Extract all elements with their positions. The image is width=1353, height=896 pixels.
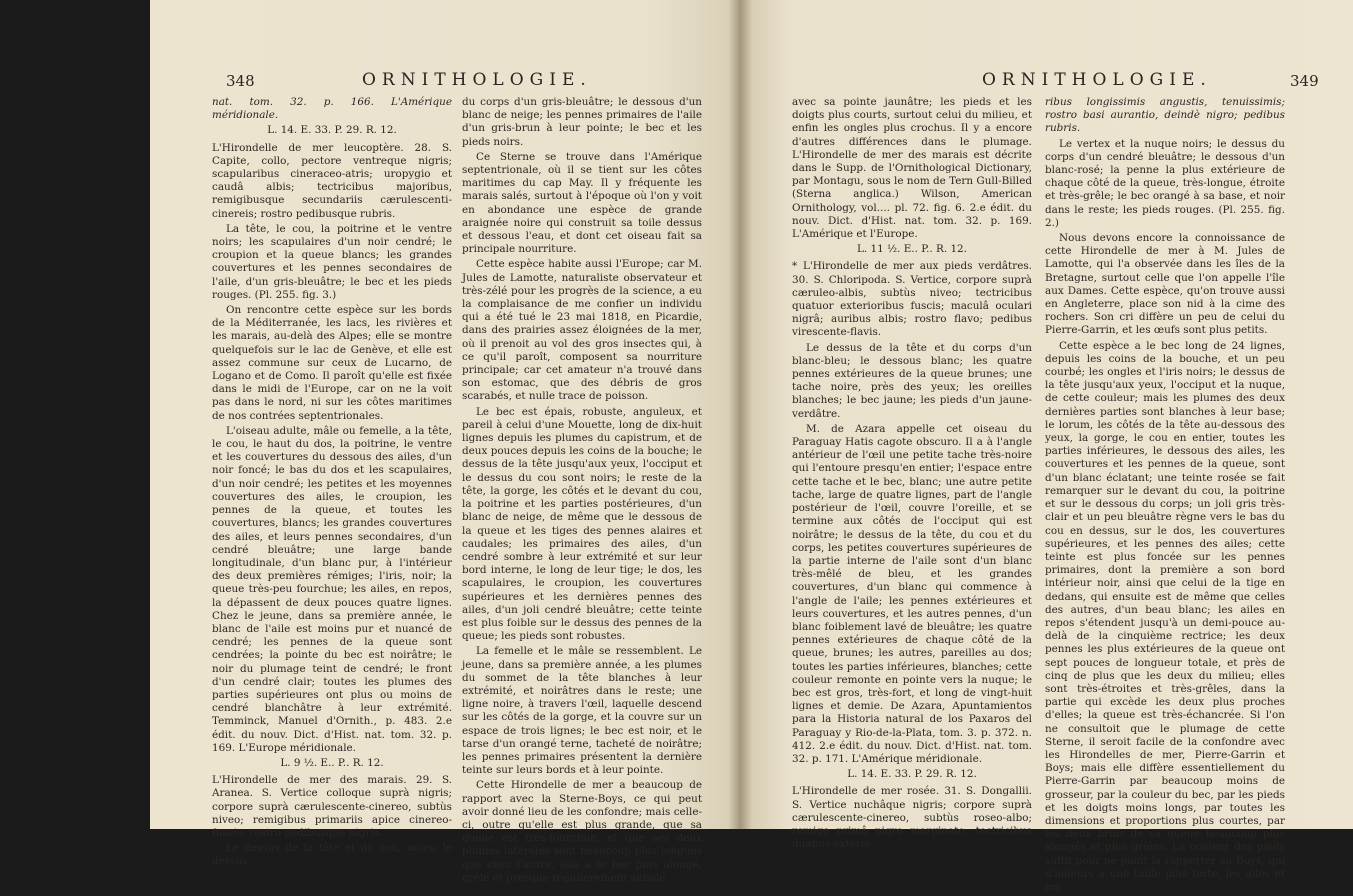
paragraph: nat. tom. 32. p. 166. L'Amérique méridionale. bbox=[212, 96, 452, 122]
paragraph: Le dessus de la tête et du cou, noirs; le dessus bbox=[212, 842, 452, 868]
paragraph: Cette espèce habite aussi l'Europe; car M. Jules de Lamotte, naturaliste observateur et très-zélé pour les progrès de la science, a eu la complaisance de me confier un individu qui a été tué le 23 mai 1818, en Picardie, dans des prairies assez éloignées de la mer, où il prenoit au vol des gros insectes qui, à ce qu'il paroît, composent sa nourriture principale; car cet amateur n'a trouvé dans son estomac, que des débris de gros scarabés, et nulle trace de poisson. bbox=[462, 258, 702, 403]
measurement-line: L. 9 ½. E.. P.. R. 12. bbox=[280, 756, 384, 769]
left-column-2 bbox=[462, 96, 702, 887]
paragraph: Le dessus de la tête et du corps d'un blanc-bleu; le dessous blanc; les quatre pennes extérieures de la queue brunes; une tache noire, près des yeux; les oreilles blanches; le bec jaune; les pieds d'un jaune-verdâtre. bbox=[792, 341, 1032, 420]
paragraph: Cette Hirondelle de mer a beaucoup de rapport avec la Sterne-Boys, ce qui peut avoir donné lieu de les confondre; mais celle-ci, outre qu'elle est plus grande, que sa queue est très-fourchue, et que ses deux plumes latérales sont beaucoup plus longues que chez l'autre, elle a le bec plus alongé, grêle et presque régulièrement subulé bbox=[462, 779, 702, 884]
species-heading: L'Hirondelle de mer rosée. 31. S. Dongallii. S. Vertice nuchâque nigris; corpore suprà cærulescente-cinereo, subtùs roseo-albo; remige primâ nigro marginato; tectricibus duabus exterio- bbox=[792, 785, 1032, 851]
paragraph: du corps d'un gris-bleuâtre; le dessous d'un blanc de neige; les pennes primaires de l'aile d'un gris-brun à leur pointe; le bec et les pieds noirs. bbox=[462, 96, 702, 148]
book-gutter bbox=[728, 0, 752, 829]
paragraph: M. de Azara appelle cet oiseau du Paraguay Hatis cagote obscuro. Il a à l'angle antérieur de l'œil une petite tache très-noire qui l'entoure presqu'en entier; l'espace entre cette tache et le bec, blanc; une autre petite tache, large de quatre lignes, part de l'angle postérieur de l'œil, couvre l'oreille, et se termine aux côtés de l'occiput qui est noirâtre; le dessus de la tête, du cou et du corps, les petites couvertures supérieures de la partie interne de l'aile sont d'un blanc très-mêlé de bleu, et les grandes couvertures, d'un blanc qui commence à l'angle de l'aile; les pennes extérieures et leurs couvertures, et les autres pennes, d'un blanc foiblement lavé de bleuâtre; les quatre pennes extérieures de chaque côté de la queue, brunes; les autres, pareilles au dos; toutes les parties inférieures, blanches; cette couleur remonte en pointe vers la nuque; le bec est gros, très-fort, et long de vingt-huit lignes et demie. De Azara, Apuntamientos para la Historia natural de los Paxaros del Paraguay y Rio-de-la-Plata, tom. 3. p. 372. n. 412. 2.e édit. du nouv. Dict. d'Hist. nat. tom. 32. p. 171. L'Amérique méridionale. bbox=[792, 422, 1032, 765]
paragraph: La tête, le cou, la poitrine et le ventre noirs; les scapulaires d'un noir cendré; le croupion et la queue blancs; les grandes couvertures et les pennes secondaires de l'aile, d'un gris-bleuâtre; le bec et les pieds rouges. (Pl. 255. fig. 3.) bbox=[212, 222, 452, 301]
paragraph: Le vertex et la nuque noirs; le dessus du corps d'un cendré bleuâtre; le dessous d'un blanc-rosé; la penne la plus extérieure de chaque côté de la queue, très-longue, étroite et très-grêle; le bec orangé à sa base, et noir dans le reste; les pieds rouges. (Pl. 255. fig. 2.) bbox=[1045, 137, 1285, 229]
book-spread bbox=[150, 0, 1353, 893]
paragraph: On rencontre cette espèce sur les bords de la Méditerranée, les lacs, les rivières et les marais, au-delà des Alpes; elle se montre quelquefois sur le lac de Genève, et elle est assez commune sur ceux de Lucarno, de Logano et de Como. Il paroît qu'elle est fixée dans le midi de l'Europe, car on ne la voit pas dans le nord, ni sur les côtes maritimes de nos contrées septentrionales. bbox=[212, 304, 452, 422]
paragraph: Le bec est épais, robuste, anguleux, et pareil à celui d'une Mouette, long de dix-huit lignes depuis les plumes du capistrum, et de deux pouces depuis les coins de la bouche; le dessus de la tête jusqu'aux yeux, l'occiput et le dessus du cou sont noirs; le reste de la tête, la gorge, les côtés et le devant du cou, la poitrine et les parties postérieures, d'un blanc de neige, de même que le dessous de la queue et les tiges des pennes alaires et caudales; les primaires des ailes, d'un cendré sombre à leur extrémité et sur leur bord interne, le long de leur tige; le dos, les scapulaires, le croupion, les couvertures supérieures et les dernières pennes des ailes, d'un joli cendré bleuâtre; cette teinte est plus foible sur le dessus des pennes de la queue; les pieds sont robustes. bbox=[462, 405, 702, 643]
measurement-line: L. 14. E. 33. P. 29. R. 12. bbox=[847, 768, 977, 781]
species-heading: * L'Hirondelle de mer aux pieds verdâtres. 30. S. Chloripoda. S. Vertice, corpore suprà cæruleo-albis, subtùs niveo; tectricibus quatuor exterioribus fuscis; maculâ oculari nigrâ; auribus albis; rostro flavo; pedibus virescente-flavis. bbox=[792, 260, 1032, 339]
left-column-1 bbox=[212, 96, 452, 871]
right-page bbox=[740, 0, 1353, 893]
left-page bbox=[150, 0, 740, 884]
paragraph: avec sa pointe jaunâtre; les pieds et les doigts plus courts, surtout celui du milieu, et enfin les ongles plus crochus. Il y a encore d'autres différences dans le plumage. L'Hirondelle de mer des marais est décrite dans le Supp. de l'Ornithological Dictionary, par Montagu, sous le nom de Tern Gull-Billed (Sterna anglica.) Wilson, American Ornithology, vol.... pl. 72. fig. 6. 2.e édit. du nouv. Dict. d'Hist. nat. tom. 32. p. 169. L'Amérique et l'Europe. bbox=[792, 96, 1032, 241]
paragraph: Nous devons encore la connoissance de cette Hirondelle de mer à M. Jules de Lamotte, qui l'a observée dans les îles de la Bretagne, surtout celle que l'on appelle l'île aux Dames. Cette espèce, qu'on trouve aussi en Angleterre, place son nid à la cime des rochers. Son cri diffère un peu de celui du Pierre-Garrin, et les œufs sont plus petits. bbox=[1045, 232, 1285, 337]
page-number-left: 348 bbox=[226, 72, 255, 90]
measurement-line: L. 14. E. 33. P. 29. R. 12. bbox=[267, 124, 397, 137]
right-column-2 bbox=[1045, 96, 1285, 896]
species-heading: L'Hirondelle de mer des marais. 29. S. Aranea. S. Vertice colloque suprà nigris; corpore suprà cærulescente-cinereo, subtùs niveo; remigibus primariis apice cinereo-fuscis; rostro pedibusque nigris. bbox=[212, 774, 452, 839]
running-header-left: ORNITHOLOGIE. bbox=[362, 70, 592, 90]
paragraph: L'oiseau adulte, mâle ou femelle, a la tête, le cou, le haut du dos, la poitrine, le ventre et les couvertures du dessous des ailes, d'un noir foncé; le bas du dos et les scapulaires, d'un noir cendré; les petites et les moyennes couvertures des ailes, le croupion, les pennes de la queue, et toutes les couvertures, blancs; les grandes couvertures des ailes, et leurs pennes secondaires, d'un cendré bleuâtre; une large bande longitudinale, d'un blanc pur, à l'intérieur des deux premières rémiges; l'iris, noir; la queue très-peu fourchue; les ailes, en repos, la dépassent de deux pouces quatre lignes. Chez le jeune, dans sa première année, le blanc de l'aile est moins pur et nuancé de cendré; les pennes de la queue sont cendrées; la pointe du bec est noirâtre; le noir du plumage teint de cendré; le front d'un cendré clair; toutes les plumes des parties supérieures ont plus ou moins de cendré blanchâtre à leur extrémité. Temminck, Manuel d'Ornith., p. 483. 2.e édit. du nouv. Dict. d'Hist. nat. tom. 32. p. 169. L'Europe méridionale. bbox=[212, 424, 452, 754]
page-number-right: 349 bbox=[1290, 72, 1319, 90]
right-column-1 bbox=[792, 96, 1032, 853]
running-header-right: ORNITHOLOGIE. bbox=[982, 70, 1212, 90]
paragraph: Cette espèce a le bec long de 24 lignes, depuis les coins de la bouche, et un peu courbé; les ongles et l'iris noirs; le dessus de la tête jusqu'aux yeux, l'occiput et la nuque, de cette couleur; mais les plumes des deux dernières parties sont blanches à leur base; le lorum, les côtés de la tête au-dessous des yeux, la gorge, le cou en entier, toutes les parties inférieures, le dessous des ailes, les couvertures et les pennes de la queue, sont d'un blanc éclatant; une teinte rosée se fait remarquer sur le devant du cou, la poitrine et sur le dessous du corps; un joli gris très-clair et un peu bleuâtre règne vers le bas du cou en dessus, sur le dos, les couvertures supérieures, et les pennes des ailes; cette teinte est plus foncée sur les pennes primaires, dont la première a son bord intérieur noir, ainsi que celui de la tige en dedans, qui ensuite est de même que celles des autres, d'un beau blanc; les ailes en repos s'étendent jusqu'à un demi-pouce au-delà de la cinquième rectrice; les deux pennes les plus extérieures de la queue ont sept pouces de longueur totale, et près de cinq de plus que les deux du milieu; elles sont très-étroites et très-grêles, dans la partie qui excède les deux plus proches d'elles; la queue est très-échancrée. Si l'on ne consultoit que le plumage de cette Sterne, il seroit facile de la confondre avec les Hirondelles de mer, Pierre-Garrin et Boys; mais elle diffère essentiellement du Pierre-Garrin par beaucoup moins de grosseur, par la couleur du bec, par les pieds et les doigts moins longs, par toutes les dimensions et proportions plus courtes, par les deux brins de sa queue beaucoup plus alongés et plus grêles. La couleur des pieds suffit pour ne point la rapporter au Boys, qui d'ailleurs a une taille plus forte, les ailes et les bbox=[1045, 339, 1285, 893]
paragraph: ribus longissimis angustis, tenuissimis; rostro basi aurantio, deindè nigro; pedibus rubris. bbox=[1045, 96, 1285, 135]
paragraph: La femelle et le mâle se ressemblent. Le jeune, dans sa première année, a les plumes du sommet de la tête blanches à leur extrémité, et noirâtres dans le reste; une ligne noire, à travers l'œil, laquelle descend sur les côtés de la gorge, et la couvre sur un espace de trois lignes; le bec est noir, et le tarse d'un orangé terne, tacheté de noirâtre; les pennes primaires présentent la dernière teinte sur leurs bords et à leur pointe. bbox=[462, 645, 702, 777]
paragraph: Ce Sterne se trouve dans l'Amérique septentrionale, où il se tient sur les côtes maritimes du cap May. Il y fréquente les marais salés, surtout à l'époque où l'on y voit en abondance une espèce de grande araignée noire qui construit sa toile dessus et dessous l'eau, et dont cet oiseau fait sa principale nourriture. bbox=[462, 150, 702, 256]
measurement-line: L. 11 ½. E.. P.. R. 12. bbox=[857, 243, 967, 256]
species-heading: L'Hirondelle de mer leucoptère. 28. S. Capite, collo, pectore ventreque nigris; scapularibus cineraceo-atris; uropygio et caudâ albis; tectricibus majoribus, remigibusque secundariis cærulescenti-cinereis; rostro pedibusque rubris. bbox=[212, 141, 452, 220]
